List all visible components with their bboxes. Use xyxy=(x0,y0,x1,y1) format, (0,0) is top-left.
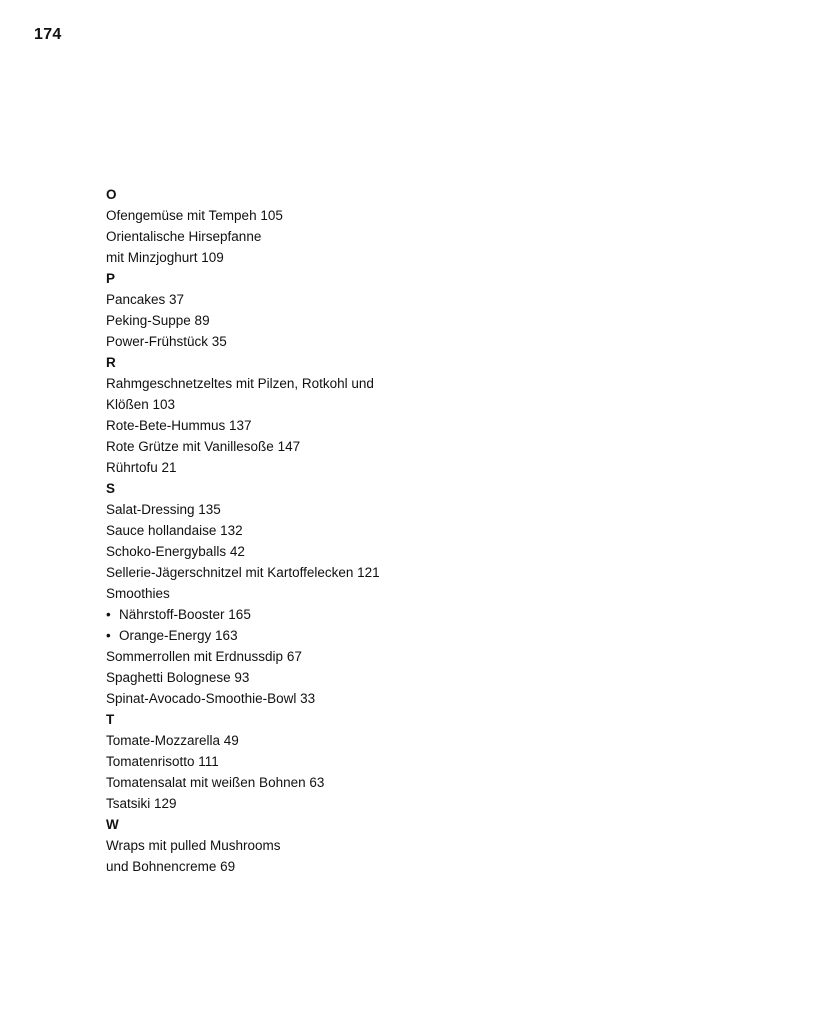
index-entry: Spinat-Avocado-Smoothie-Bowl 33 xyxy=(106,691,316,706)
index-letter-heading: T xyxy=(106,712,115,727)
index-entry: Pancakes 37 xyxy=(106,292,185,307)
index-letter-heading: O xyxy=(106,187,117,202)
index-entry: Klößen 103 xyxy=(106,397,176,412)
index-entry: Rote-Bete-Hummus 137 xyxy=(106,418,252,433)
index-entry: Smoothies xyxy=(106,586,170,601)
index-entry: Power-Frühstück 35 xyxy=(106,334,227,349)
index-entry: Orientalische Hirsepfanne xyxy=(106,229,262,244)
page-number: 174 xyxy=(34,26,62,43)
index-entry: Sellerie-Jägerschnitzel mit Kartoffelecken 121 xyxy=(106,565,380,580)
index-entry: Sauce hollandaise 132 xyxy=(106,523,243,538)
index-sub-entry xyxy=(106,604,806,625)
index-entry: Salat-Dressing 135 xyxy=(106,502,221,517)
index-letter-heading: P xyxy=(106,271,116,286)
index-entry: Tomatensalat mit weißen Bohnen 63 xyxy=(106,775,325,790)
index-letter-heading: R xyxy=(106,355,116,370)
index-letter-heading: S xyxy=(106,481,116,496)
index-sub-entry-text: Orange-Energy 163 xyxy=(119,628,238,643)
bullet-icon: • xyxy=(106,628,111,643)
index-entry: Sommerrollen mit Erdnussdip 67 xyxy=(106,649,302,664)
recipe-index xyxy=(106,184,806,877)
index-entry: Ofengemüse mit Tempeh 105 xyxy=(106,208,283,223)
index-entry: Schoko-Energyballs 42 xyxy=(106,544,245,559)
index-entry: Rührtofu 21 xyxy=(106,460,177,475)
index-entry: Spaghetti Bolognese 93 xyxy=(106,670,250,685)
index-entry: Peking-Suppe 89 xyxy=(106,313,210,328)
index-letter-heading: W xyxy=(106,817,119,832)
index-entry: Rahmgeschnetzeltes mit Pilzen, Rotkohl und xyxy=(106,376,374,391)
index-entry: Rote Grütze mit Vanillesoße 147 xyxy=(106,439,301,454)
index-entry: Wraps mit pulled Mushrooms xyxy=(106,838,281,853)
index-sub-entry-text: Nährstoff-Booster 165 xyxy=(119,607,251,622)
index-entry: Tomatenrisotto 111 xyxy=(106,754,219,769)
index-entry: und Bohnencreme 69 xyxy=(106,859,236,874)
bullet-icon: • xyxy=(106,607,111,622)
index-entry: Tomate-Mozzarella 49 xyxy=(106,733,239,748)
index-entry: Tsatsiki 129 xyxy=(106,796,177,811)
index-entry: mit Minzjoghurt 109 xyxy=(106,250,224,265)
index-sub-entry xyxy=(106,625,806,646)
